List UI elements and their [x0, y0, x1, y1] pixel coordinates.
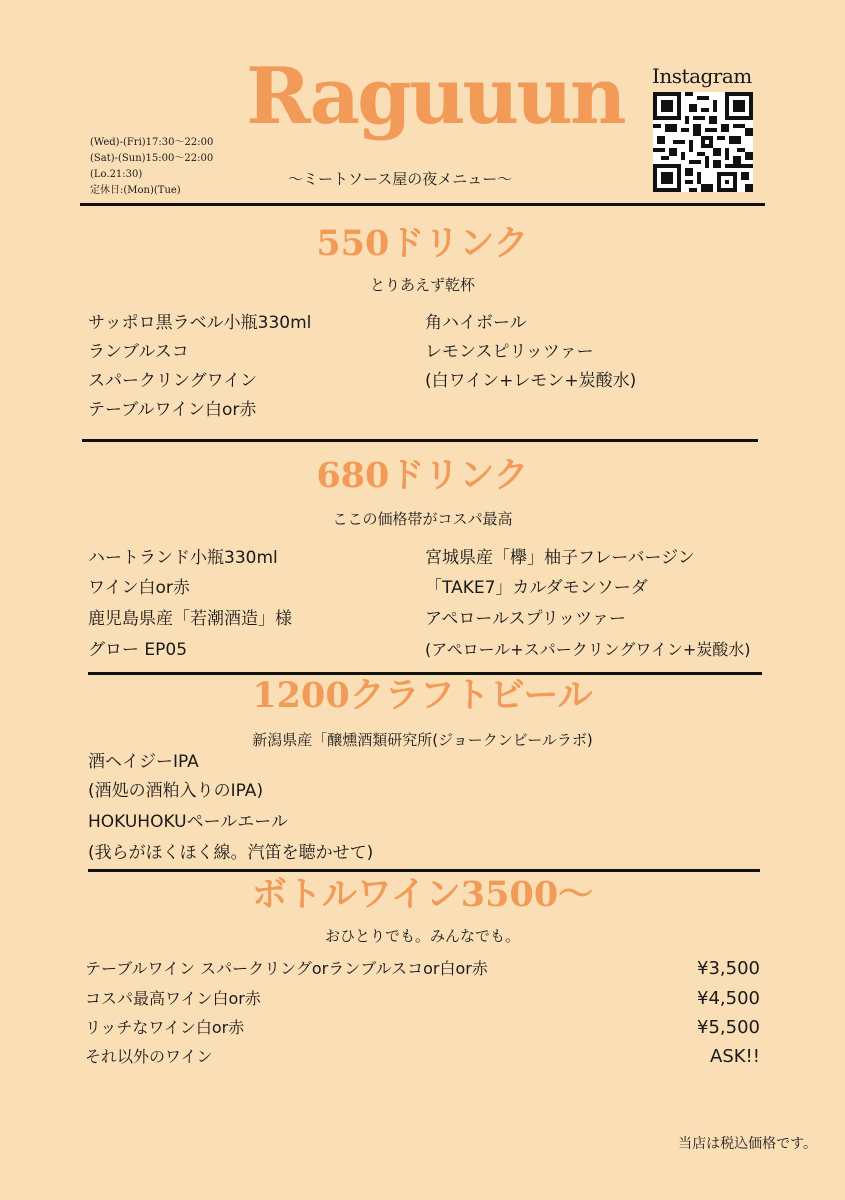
section-subtitle-bottle-wine: おひとりでも。みんなでも。 — [324, 927, 520, 945]
menu-item: ワイン白or赤 — [88, 578, 190, 598]
menu-item: (白ワイン+レモン+炭酸水) — [425, 371, 637, 391]
menu-item: 角ハイボール — [425, 313, 527, 333]
section-title-680: 680ドリンク — [316, 455, 529, 496]
wine-row-name: テーブルワイン スパークリングorランブルスコor白or赤 — [85, 959, 488, 978]
menu-item: ハートランド小瓶330ml — [88, 548, 278, 568]
menu-item: HOKUHOKUペールエール — [88, 812, 288, 832]
last-order: (Lo.21:30) — [90, 169, 143, 180]
section-divider — [88, 869, 760, 872]
page-subtitle: 〜ミートソース屋の夜メニュー〜 — [288, 170, 513, 188]
menu-item: ランブルスコ — [88, 342, 189, 362]
menu-item: アペロールスプリッツァー — [425, 609, 626, 629]
tax-note: 当店は税込価格です。 — [678, 1136, 817, 1152]
menu-item: 宮城県産「欅」柚子フレーバージン — [425, 548, 695, 568]
wine-row-price: ¥3,500 — [697, 958, 760, 979]
qr-code-icon[interactable] — [653, 92, 753, 192]
closed-days: 定休日:(Mon)(Tue) — [90, 185, 181, 196]
section-title-bottle-wine: ボトルワイン3500〜 — [251, 874, 594, 915]
menu-item: 鹿児島県産「若潮酒造」様 — [88, 609, 292, 629]
wine-row-name: コスパ最高ワイン白or赤 — [85, 989, 261, 1008]
wine-row-price: ASK!! — [710, 1046, 760, 1067]
wine-row-price: ¥4,500 — [697, 988, 760, 1009]
section-divider — [82, 439, 758, 442]
header-divider — [80, 203, 765, 206]
section-title-craft-beer: 1200クラフトビール — [252, 675, 593, 716]
wine-row-price: ¥5,500 — [697, 1017, 760, 1038]
menu-item: 「TAKE7」カルダモンソーダ — [425, 578, 648, 598]
section-title-550: 550ドリンク — [316, 223, 529, 264]
section-subtitle-craft-beer: 新潟県産「醸燻酒類研究所(ジョークンビールラボ) — [252, 731, 593, 749]
wine-row-name: リッチなワイン白or赤 — [85, 1018, 245, 1037]
menu-item: 酒ヘイジーIPA — [88, 752, 199, 772]
menu-item: (我らがほくほく線。汽笛を聴かせて) — [88, 843, 374, 863]
section-subtitle-680: ここの価格帯がコスパ最高 — [332, 510, 513, 528]
menu-item: テーブルワイン白or赤 — [88, 400, 257, 420]
menu-item: サッポロ黒ラベル小瓶330ml — [88, 313, 312, 333]
menu-item: グロー EP05 — [88, 640, 188, 660]
brand-logo: Raguuun — [246, 51, 624, 142]
instagram-label: Instagram — [652, 64, 752, 88]
section-subtitle-550: とりあえず乾杯 — [369, 276, 475, 294]
menu-item: (酒処の酒粕入りのIPA) — [88, 781, 264, 801]
wine-row-name: それ以外のワイン — [85, 1047, 213, 1066]
hours-weekend: (Sat)-(Sun)15:00〜22:00 — [90, 153, 214, 164]
hours-weekday: (Wed)-(Fri)17:30〜22:00 — [90, 137, 214, 148]
menu-item: (アペロール+スパークリングワイン+炭酸水) — [425, 640, 751, 659]
menu-item: レモンスピリッツァー — [425, 342, 594, 362]
business-hours — [90, 135, 213, 199]
menu-item: スパークリングワイン — [88, 371, 258, 391]
